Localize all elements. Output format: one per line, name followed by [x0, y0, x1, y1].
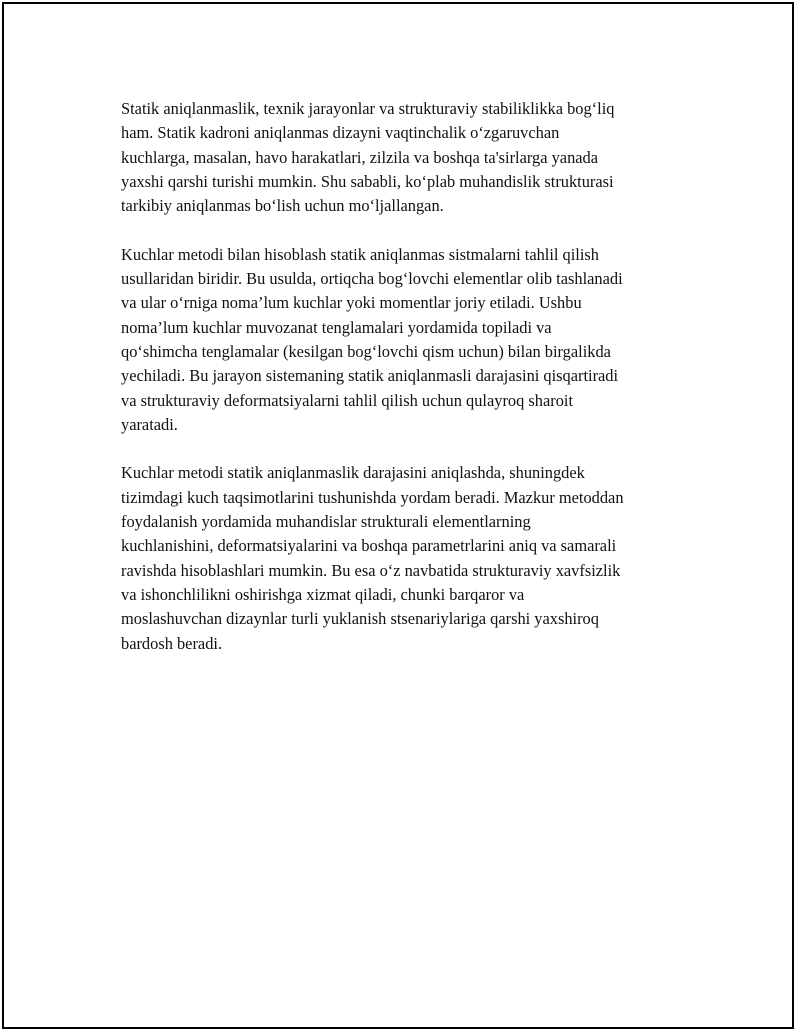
page-frame	[2, 2, 794, 1029]
paragraph-1: Statik aniqlanmaslik, texnik jarayonlar va strukturaviy stabiliklikka bog‘liq ham. Statik kadroni aniqlanmas dizayni vaqtinchalik o‘zgaruvchan kuchlarga, masalan, havo harakatlari, zilzila va boshqa ta'sirlarga yanada yaxshi qarshi turishi mumkin. Shu sababli, ko‘plab muhandislik strukturasi tarkibiy aniqlanmas bo‘lish uchun mo‘ljallangan.	[121, 99, 615, 216]
document-body	[121, 97, 711, 680]
paragraph-2: Kuchlar metodi bilan hisoblash statik aniqlanmas sistmalarni tahlil qilish usullaridan biridir. Bu usulda, ortiqcha bog‘lovchi elementlar olib tashlanadi va ular o‘rniga noma’lum kuchlar yoki momentlar joriy etiladi. Ushbu noma’lum kuchlar muvozanat tenglamalari yordamida topiladi va qo‘shimcha tenglamalar (kesilgan bog‘lovchi qism uchun) bilan birgalikda yechiladi. Bu jarayon sistemaning statik aniqlanmasli darajasini qisqartiradi va strukturaviy deformatsiyalarni tahlil qilish uchun qulayroq sharoit yaratadi.	[121, 244, 623, 434]
paragraph-3: Kuchlar metodi statik aniqlanmaslik darajasini aniqlashda, shuningdek tizimdagi kuch taqsimotlarini tushunishda yordam beradi. Mazkur metoddan foydalanish yordamida muhandislar strukturali elementlarning kuchlanishini, deformatsiyalarini va boshqa parametrlarini aniq va samarali ravishda hisoblashlari mumkin. Bu esa o‘z navbatida strukturaviy xavfsizlik va ishonchlilikni oshirishga xizmat qiladi, chunki barqaror va moslashuvchan dizaynlar turli yuklanish stsenariylariga qarshi yaxshiroq bardosh beradi.	[121, 463, 624, 653]
